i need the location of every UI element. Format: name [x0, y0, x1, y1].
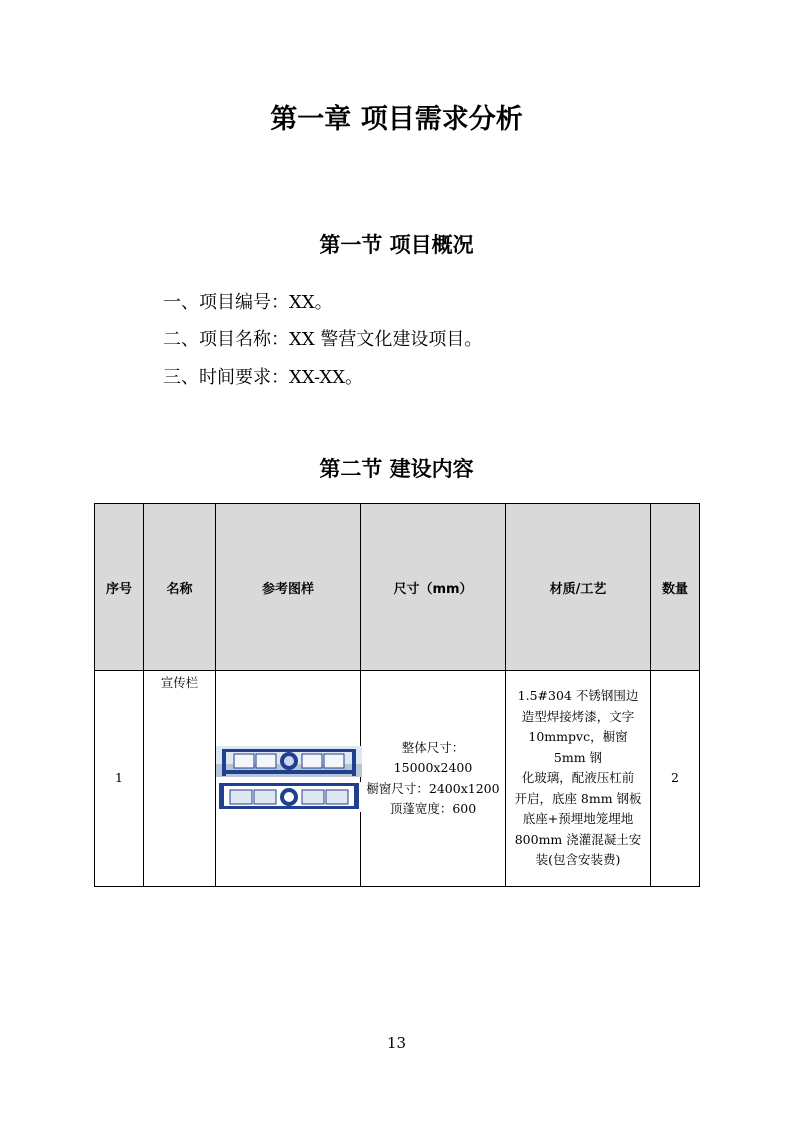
cell-index: 1: [95, 671, 144, 887]
material-line: 装(包含安装费): [535, 852, 621, 868]
cell-size: [361, 671, 506, 887]
size-line: 橱窗尺寸：2400x1200: [366, 780, 500, 796]
cell-quantity: 2: [651, 671, 700, 887]
header-quantity: 数量: [651, 504, 700, 671]
size-line: 顶蓬宽度：600: [389, 801, 477, 816]
chapter-title: 第一章 项目需求分析: [270, 104, 523, 135]
header-reference-image: 参考图样: [216, 504, 361, 671]
section2-title: 第二节 建设内容: [319, 457, 474, 481]
size-line: 整体尺寸：: [401, 739, 465, 755]
table-header-row: [95, 504, 700, 671]
material-line: 800mm 浇灌混凝土安: [514, 831, 642, 847]
material-line: 底座+预埋地笼埋地: [522, 811, 634, 827]
construction-content-table: [94, 503, 700, 887]
material-line: 1.5#304 不锈钢围边: [517, 688, 639, 704]
overview-item-time-requirement: 三、时间要求：XX-XX。: [163, 367, 364, 388]
cell-reference-image: [216, 671, 361, 887]
section1-title: 第一节 项目概况: [319, 233, 474, 257]
cell-name: 宣传栏: [144, 671, 216, 887]
overview-item-project-name: 二、项目名称：XX 警营文化建设项目。: [163, 329, 483, 350]
header-material: 材质/工艺: [506, 504, 651, 671]
bulletin-board-image: [216, 746, 362, 812]
header-index: 序号: [95, 504, 144, 671]
page-number: 13: [386, 1034, 407, 1052]
material-line: 化玻璃，配液压杠前: [521, 770, 635, 786]
header-size: 尺寸（mm）: [361, 504, 506, 671]
material-line: 10mmpvc，橱窗 5mm 钢: [528, 729, 628, 765]
material-line: 开启，底座 8mm 钢板: [514, 790, 642, 806]
table-row: [95, 671, 700, 887]
overview-item-project-number: 一、项目编号：XX。: [163, 292, 333, 313]
header-name: 名称: [144, 504, 216, 671]
size-line: 15000x2400: [393, 760, 473, 775]
cell-material: [506, 671, 651, 887]
material-line: 造型焊接烤漆，文字: [521, 708, 635, 724]
